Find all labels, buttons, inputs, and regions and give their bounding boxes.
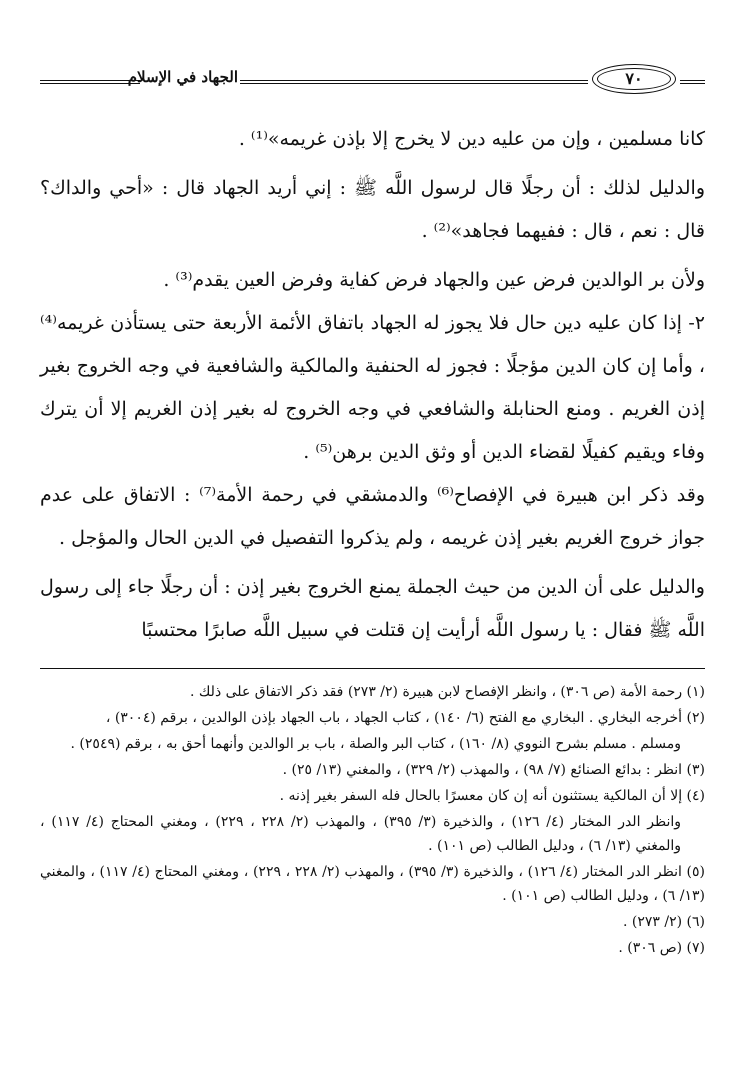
running-title: الجهاد في الإسلام — [127, 68, 238, 86]
footnote-3: (٣) انظر : بدائع الصنائع (٧/ ٩٨) ، والمهذب (٢/ ٣٢٩) ، والمغني (١٣/ ٢٥) . — [282, 762, 705, 778]
paragraph: والدليل لذلك : أن رجلًا قال لرسول اللَّه ﷺ : إني أريد الجهاد قال : «أحي والداك؟ قال : نعم ، قال : ففيهما فجاهد»⁽²⁾ . — [40, 177, 705, 242]
paragraph: كانا مسلمين ، وإن من عليه دين لا يخرج إلا بإذن غريمه»⁽¹⁾ . — [238, 128, 705, 150]
footnote-1: (١) رحمة الأمة (ص ٣٠٦) ، وانظر الإفصاح لابن هبيرة (٢/ ٢٧٣) فقد ذكر الاتفاق على ذلك . — [189, 684, 705, 700]
footnote-4: (٤) إلا أن المالكية يستثنون أنه إن كان معسرًا بالحال فله السفر بغير إذنه . — [279, 788, 705, 804]
main-text — [40, 118, 705, 652]
running-header — [40, 58, 705, 98]
paragraph: والدليل على أن الدين من حيث الجملة يمنع الخروج بغير إذن : أن رجلًا جاء إلى رسول اللَّه ﷺ فقال : يا رسول اللَّه أرأيت إن قتلت في سبيل اللَّه صابرًا محتسبًا — [40, 576, 705, 641]
footnote-2-continued: ومسلم . مسلم بشرح النووي (٨/ ١٦٠) ، كتاب البر والصلة ، باب بر الوالدين وأنهما أحق به ، برقم (٢٥٤٩) . — [70, 736, 681, 752]
header-rule-right — [680, 80, 705, 84]
footnote-4-continued: وانظر الدر المختار (٤/ ١٢٦) ، والذخيرة (٣/ ٣٩٥) ، والمهذب (٢/ ٢٢٨ ، ٢٢٩) ، ومغني المحتاج (٤/ ١١٧) ، والمغني (١٣/ ٦) ، ودليل الطالب (ص ١٠١) . — [40, 814, 682, 854]
footnote-7: (٧) (ص ٣٠٦) . — [618, 940, 705, 956]
header-rule-middle — [240, 80, 588, 84]
page-number: ٧٠ — [625, 69, 643, 88]
paragraph: وقد ذكر ابن هبيرة في الإفصاح⁽⁶⁾ والدمشقي في رحمة الأمة⁽⁷⁾ : الاتفاق على عدم جواز خروج الغريم بغير إذن غريمه ، ولم يذكروا التفصيل في الدين الحال والمؤجل . — [40, 484, 706, 549]
footnote-2: (٢) أخرجه البخاري . البخاري مع الفتح (٦/ ١٤٠) ، كتاب الجهاد ، باب الجهاد بإذن الوالدين ، برقم (٣٠٠٤) ، — [105, 710, 705, 726]
paragraph: ٢- إذا كان عليه دين حال فلا يجوز له الجهاد باتفاق الأئمة الأربعة حتى يستأذن غريمه⁽⁴⁾ ، وأما إن كان الدين مؤجلًا : فجوز له الحنفية والمالكية والشافعية في وجه الخروج بغير إذن الغريم . ومنع الحنابلة والشافعي في وجه الخروج له بغير إذن الغريم إلا أن يترك وفاء ويقيم كفيلًا لقضاء الدين أو وثق الدين برهن⁽⁵⁾ . — [40, 312, 705, 463]
footnote-5: (٥) انظر الدر المختار (٤/ ١٢٦) ، والذخيرة (٣/ ٣٩٥) ، والمهذب (٢/ ٢٢٨ ، ٢٢٩) ، ومغني المحتاج (٤/ ١١٧) ، والمغني (١٣/ ٦) ، ودليل الطالب (ص ١٠١) . — [40, 864, 706, 904]
page-number-oval — [592, 64, 676, 94]
footnote-6: (٦) (٢/ ٢٧٣) . — [622, 914, 705, 930]
paragraph: ولأن بر الوالدين فرض عين والجهاد فرض كفاية وفرض العين يقدم⁽³⁾ . — [163, 269, 705, 291]
footnote-separator — [40, 668, 705, 669]
header-rule-left — [40, 80, 140, 84]
footnotes — [40, 680, 705, 962]
